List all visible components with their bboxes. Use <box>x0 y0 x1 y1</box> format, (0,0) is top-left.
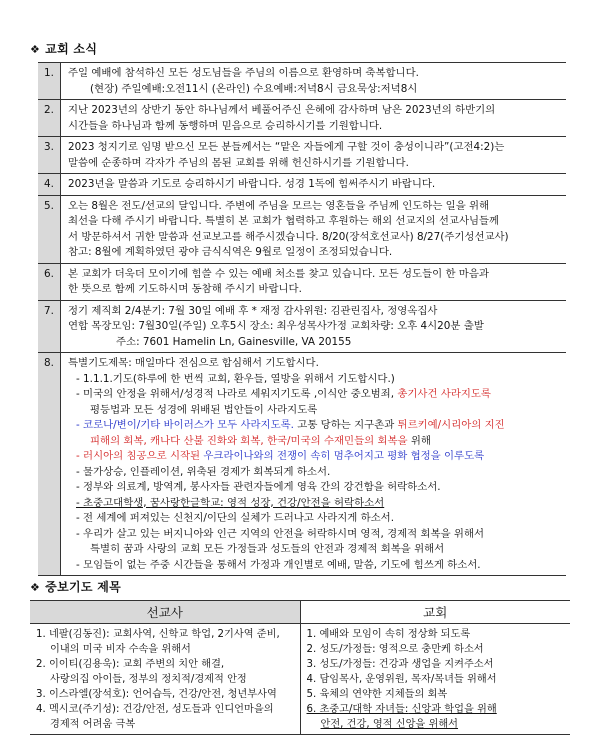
news-item: 7. 정기 제직회 2/4분기: 7월 30일 예배 후 * 재정 감사위원: 김관린집사, 정영옥집사 연합 목장모임: 7월30일(주일) 오후5시 장소: 최우성목사가정 교회차량: 오후 4시20분 출발 주소: 7601 Hamelin Ln, Gainesville, VA 20155 <box>38 300 566 353</box>
prayer-section-title: ❖ 중보기도 제목 <box>30 580 122 594</box>
news-item: 1. 주일 예배에 참석하신 모든 성도님들을 주님의 이름으로 환영하며 축복합니다. (현장) 주일예배:오전11시 (온라인) 수요예배:저녁8시 금요묵상:저녁8시 <box>38 63 566 100</box>
news-section-title: ❖ 교회 소식 <box>30 42 98 56</box>
missionary-header: 선교사 <box>30 601 300 624</box>
news-item-prayer: 8. 특별기도제목: 매일마다 전심으로 합심해서 기도합시다. - 1.1.1.기도(하루에 한 번씩 교회, 환우들, 열방을 위해서 기도합시다.) - 미국의 안정을 위해서/성경적 나라로 세워지기도록 ,이식안 중오범죄, 총기사건 사라지도록 평등법과 모든 성경에 위배된 법안들이 사라지도록 - 코로나/변이/기타 바이러스가 모두 사라지도록. 고통 당하는 지구촌과 튀르키예/시리아의 지진 피해의 회복, 캐나다 산불 진화와 회복, 한국/미국의 수재민들의 회복을 위해 - 러시아의 침공으로 시작된 우크라이나와의 전쟁이 속히 멈추어지고 평화 협정을 이루도록 - 물가상승, 인플레이션, 위축된 경제가 회복되게 하소서. - 정부와 의료계, 방역계, 봉사자들 관련자들에게 영육 간의 강건함을 허락하소서. - 초중고대학생, 꿈사랑한글학교: 영적 성장, 건강/안전을 허락하소서 - 전 세계에 퍼져있는 신천지/이단의 실체가 드러나고 사라지게 하소서. - 우리가 살고 있는 버지니아와 인근 지역의 안전을 허락하시며 영적, 경제적 회복을 위해서 특별히 꿈과 사랑의 교회 모든 가정들과 성도들의 안전과 경제적 회복을 위해서 - 모임들이 없는 주중 시간들을 통해서 가정과 개인별로 예배, 말씀, 기도에 힘쓰게 하소서. <box>38 353 566 576</box>
diamond-bullet-icon: ❖ <box>30 43 41 56</box>
news-item: 4. 2023년을 말씀과 기도로 승리하시기 바랍니다. 성경 1독에 힘써주시기 바랍니다. <box>38 174 566 196</box>
news-table <box>38 62 566 576</box>
church-header: 교회 <box>300 601 570 624</box>
diamond-bullet-icon: ❖ <box>30 581 41 594</box>
news-item: 3. 2023 청지기로 임명 받으신 모든 분들께서는 “맡은 자들에게 구할 것이 충성이니라”(고전4:2)는 말씀에 순종하며 각자가 주님의 몸된 교회를 위해 헌신하시기를 기원합니다. <box>38 137 566 174</box>
missionary-list: 1. 네팔(김동진): 교회사역, 신학교 학업, 2기사역 준비, 이내의 미국 비자 수속을 위해서 2. 이이티(김용욱): 교회 주변의 치안 해결, 사랑의집 아이들, 정부의 정치적/경제적 안정 3. 이스라엘(장석호): 언어습득, 건강/안전, 청년부사역 4. 멕시코(주기성): 건강/안전, 성도들과 인디언마을의 경제적 어려움 극복 <box>30 624 300 735</box>
news-item: 6. 본 교회가 더욱더 모이기에 힘쓸 수 있는 예배 처소를 찾고 있습니다. 모든 성도들이 한 마음과 한 뜻으로 함께 기도하시며 동참해 주시기 바랍니다. <box>38 263 566 300</box>
news-item: 5. 오는 8월은 전도/선교의 달입니다. 주변에 주님을 모르는 영혼들을 주님께 인도하는 일을 위해 최선을 다해 주시기 바랍니다. 특별히 본 교회가 협력하고 후원하는 해외 선교지의 선교사님들께 서 방문하셔서 귀한 말씀과 선교보고를 해주시겠습니다. 8/20(장석호선교사) 8/27(주기성선교사) 참고: 8월에 계획하였던 광야 금식식역은 9월로 일정이 조정되었습니다. <box>38 195 566 263</box>
prayer-table <box>30 600 570 735</box>
news-item: 2. 지난 2023년의 상반기 동안 하나님께서 베풀어주신 은혜에 감사하며 남은 2023년의 하반기의 시간들을 하나님과 함께 동행하며 믿음으로 승리하시기를 기원합니다. <box>38 100 566 137</box>
church-list: 1. 예배와 모임이 속히 정상화 되도록 2. 성도/가정들: 영적으로 충만케 하소서 3. 성도/가정들: 건강과 생업을 지켜주소서 4. 담임목사, 운영위원, 목자/목녀들 위해서 5. 육체의 연약한 지체들의 회복 6. 초중고/대학 자녀들: 신앙과 학업을 위해 안전, 건강, 영적 신앙을 위해서 <box>300 624 570 735</box>
